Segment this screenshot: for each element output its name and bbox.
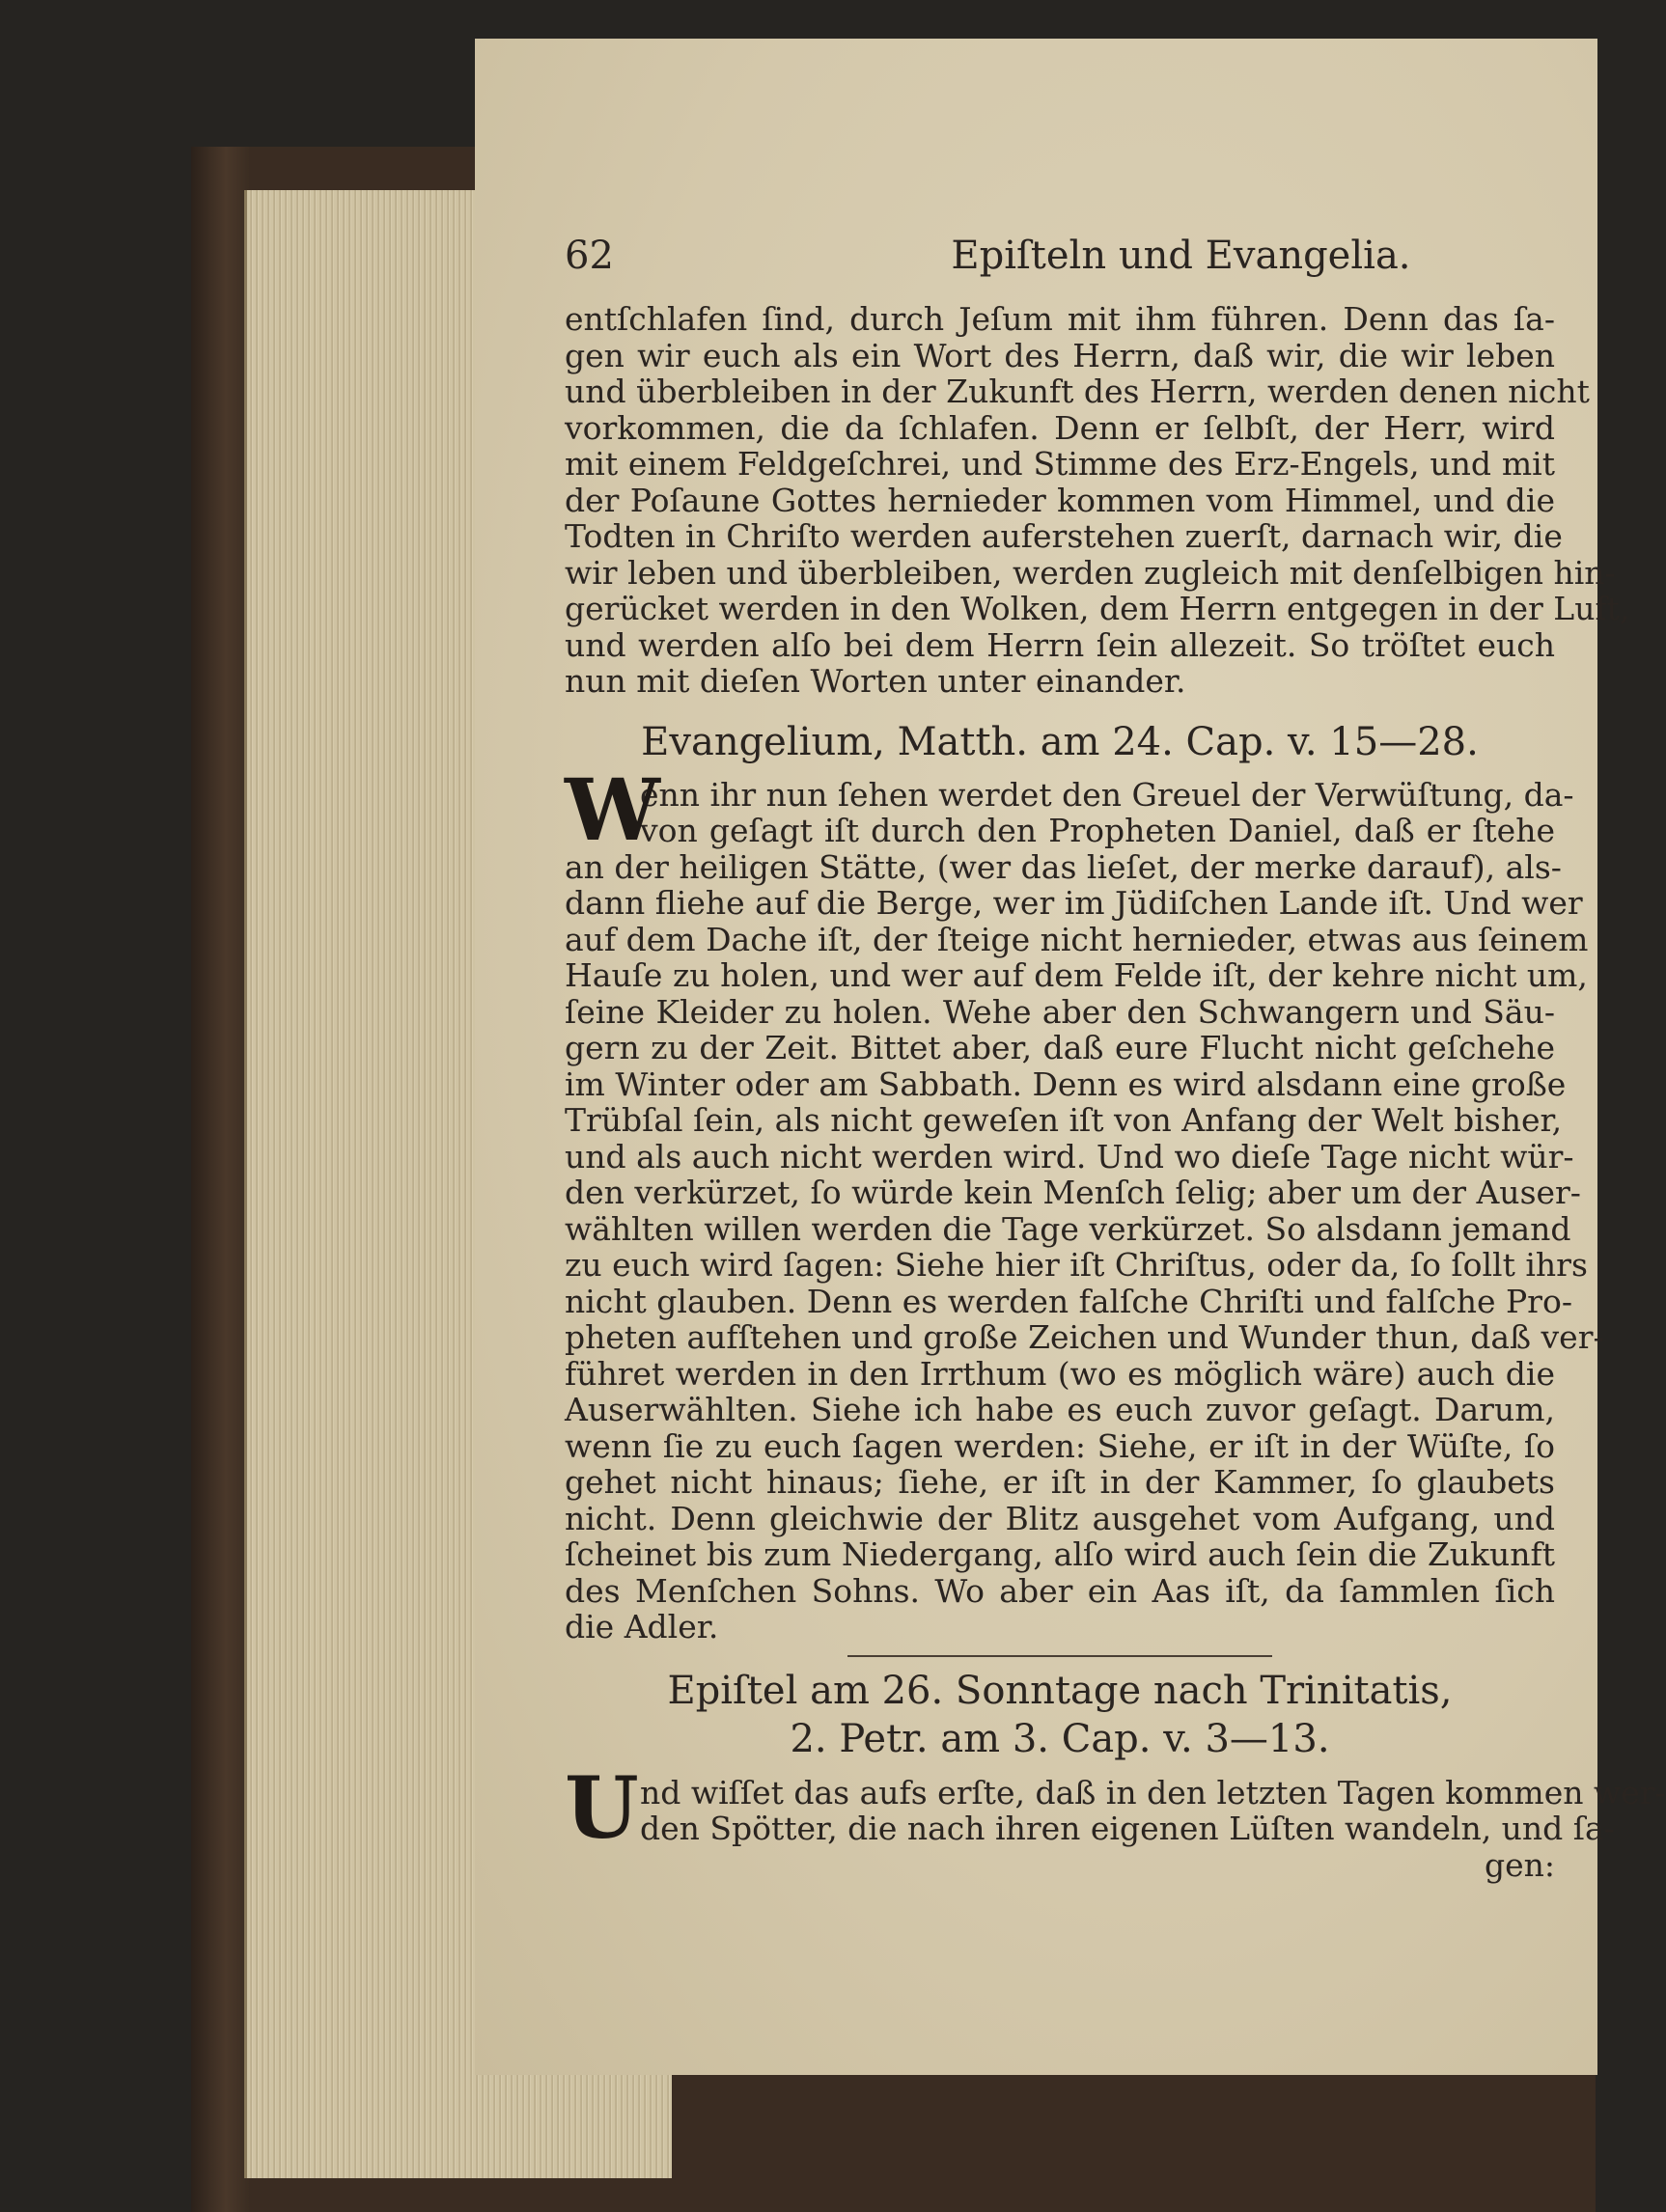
text-line: und als auch nicht werden wird. Und wo dieſe Tage nicht wür- bbox=[565, 1137, 1574, 1175]
text-line: enn ihr nun ſehen werdet den Greuel der Verwüſtung, da- bbox=[640, 775, 1574, 814]
text-line: wählten willen werden die Tage verkürzet. So alsdann jemand bbox=[565, 1209, 1571, 1248]
text-line: auf dem Dache iſt, der ſteige nicht hernieder, etwas aus ſeinem bbox=[565, 920, 1589, 958]
section-divider bbox=[847, 1655, 1272, 1657]
gospel-text bbox=[565, 759, 1604, 1645]
epistle-heading-2: 2. Petr. am 3. Cap. v. 3—13. bbox=[790, 1716, 1330, 1761]
text-line: ſeine Kleider zu holen. Wehe aber den Schwangern und Säu- bbox=[565, 992, 1555, 1031]
text-line: pheten aufſtehen und große Zeichen und Wunder thun, daß ver- bbox=[565, 1318, 1604, 1356]
book-spine bbox=[191, 147, 249, 2212]
text-line: Hauſe zu holen, und wer auf dem Felde iſt, der kehre nicht um, bbox=[565, 956, 1588, 994]
text-line: nd wiſſet das aufs erſte, daß in den letzten Tagen kommen wer- bbox=[640, 1773, 1666, 1811]
text-line: wir leben und überbleiben, werden zugleich mit denſelbigen hin- bbox=[565, 553, 1616, 592]
text-line: gern zu der Zeit. Bittet aber, daß eure Flucht nicht geſchehe bbox=[565, 1029, 1555, 1066]
text-line: Auserwählten. Siehe ich habe es euch zuvor geſagt. Darum, bbox=[565, 1391, 1555, 1428]
gospel-heading: Evangelium, Matth. am 24. Cap. v. 15—28. bbox=[641, 719, 1479, 764]
epistle-continuation bbox=[565, 300, 1630, 700]
epistle-dropcap: U bbox=[565, 1756, 639, 1858]
text-line: an der heiligen Stätte, (wer das lieſet, der merke darauf), als- bbox=[565, 847, 1562, 886]
gospel-dropcap: W bbox=[565, 759, 660, 860]
text-line: entſchlafen ſind, durch Jeſum mit ihm führen. Denn das ſa- bbox=[565, 300, 1555, 338]
page-header bbox=[565, 234, 1555, 293]
text-line: wenn ſie zu euch ſagen werden: Siehe, er iſt in der Wüſte, ſo bbox=[565, 1426, 1555, 1465]
text-line: von geſagt iſt durch den Propheten Daniel, daß er ſtehe bbox=[640, 812, 1555, 849]
text-line: gen wir euch als ein Wort des Herrn, daß wir, die wir leben bbox=[565, 336, 1555, 374]
epistle-text bbox=[565, 1756, 1666, 1884]
text-line: gen: bbox=[1484, 1845, 1555, 1884]
text-line: führet werden in den Irrthum (wo es möglich wäre) auch die bbox=[565, 1354, 1555, 1393]
text-line: die Adler. bbox=[565, 1608, 719, 1645]
text-line: nun mit dieſen Worten unter einander. bbox=[565, 662, 1186, 700]
text-line: gerücket werden in den Wolken, dem Herrn entgegen in der Luft, bbox=[565, 590, 1630, 627]
text-line: vorkommen, die da ſchlafen. Denn er ſelbſt, der Herr, wird bbox=[565, 408, 1555, 447]
text-line: den verkürzet, ſo würde kein Menſch ſelig; aber um der Auser- bbox=[565, 1174, 1581, 1211]
text-line: im Winter oder am Sabbath. Denn es wird alsdann eine große bbox=[565, 1065, 1567, 1103]
text-line: nicht glauben. Denn es werden falſche Chriſti und falſche Pro- bbox=[565, 1282, 1572, 1320]
text-line: Trübſal ſein, als nicht geweſen iſt von Anfang der Welt bisher, bbox=[565, 1101, 1563, 1139]
text-line: nicht. Denn gleichwie der Blitz ausgehet vom Aufgang, und bbox=[565, 1499, 1555, 1537]
text-line: ſcheinet bis zum Niedergang, alſo wird auch ſein die Zukunft bbox=[565, 1535, 1555, 1573]
text-line: und überbleiben in der Zukunft des Herrn, werden denen nicht bbox=[565, 373, 1590, 410]
text-line: zu euch wird ſagen: Siehe hier iſt Chriſtus, oder da, ſo ſollt ihrs bbox=[565, 1246, 1588, 1284]
text-line: den Spötter, die nach ihren eigenen Lüſten wandeln, und ſa- bbox=[640, 1810, 1615, 1847]
page-number: 62 bbox=[565, 234, 614, 278]
text-line: Todten in Chriſto werden auferstehen zuerſt, darnach wir, die bbox=[565, 517, 1563, 555]
page-text bbox=[565, 234, 1666, 1884]
text-line: mit einem Feldgeſchrei, und Stimme des Erz-Engels, und mit bbox=[565, 445, 1555, 483]
text-line: dann fliehe auf die Berge, wer im Jüdiſchen Lande iſt. Und wer bbox=[565, 884, 1583, 922]
text-line: und werden alſo bei dem Herrn ſein allezeit. So tröſtet euch bbox=[565, 625, 1555, 664]
text-line: der Poſaune Gottes hernieder kommen vom Himmel, und die bbox=[565, 481, 1555, 519]
text-line: des Menſchen Sohns. Wo aber ein Aas iſt, da ſammlen ſich bbox=[565, 1571, 1555, 1610]
running-title: Epiſteln und Evangelia. bbox=[951, 234, 1411, 278]
epistle-heading-1: Epiſtel am 26. Sonntage nach Trinitatis, bbox=[667, 1668, 1453, 1713]
text-line: gehet nicht hinaus; ſiehe, er iſt in der Kammer, ſo glaubets bbox=[565, 1463, 1555, 1501]
